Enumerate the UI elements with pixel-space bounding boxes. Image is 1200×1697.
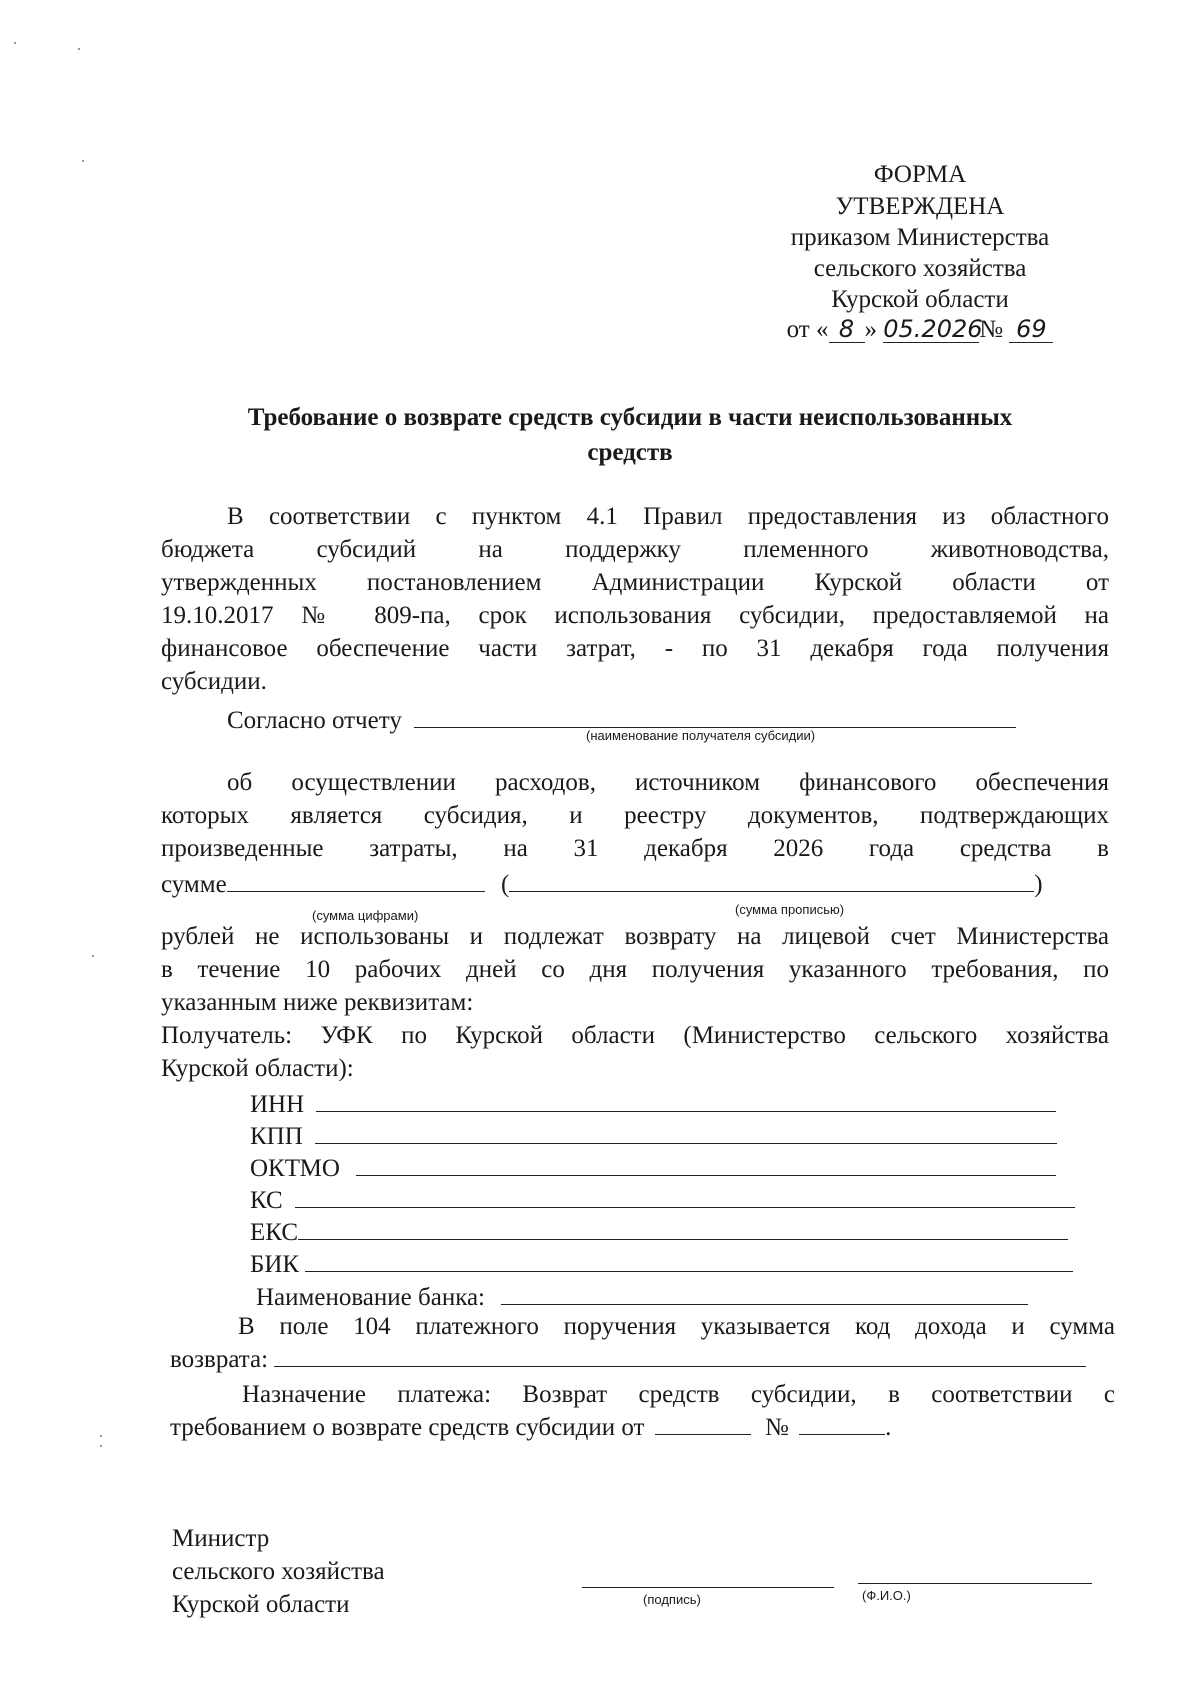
ministry-line: сельского хозяйства <box>813 255 1027 282</box>
document-title: Требование о возврате средств субсидии в части неиспользованных средств <box>247 404 1013 466</box>
sum-line: сумме ( ) <box>161 871 1043 898</box>
request-number-field[interactable] <box>799 1433 885 1435</box>
kpp-row: КПП <box>250 1122 1057 1152</box>
order-date-line: от « 8 » 05.2026№ 69 <box>720 315 1120 345</box>
bik-row: БИК <box>250 1250 1073 1280</box>
full-name-caption: (Ф.И.О.) <box>862 1588 911 1603</box>
return-amount-field[interactable] <box>274 1365 1086 1367</box>
scan-speck <box>100 1445 102 1447</box>
scan-speck <box>100 1435 102 1437</box>
scan-speck <box>92 955 94 957</box>
sum-words-caption: (сумма прописью) <box>735 902 845 917</box>
region-line: Курской области <box>831 286 1009 313</box>
kpp-field[interactable] <box>315 1142 1057 1144</box>
ks-row: КС <box>250 1186 1075 1216</box>
field-104-paragraph: В поле 104 платежного поручения указывается код дохода и сумма возврата: <box>170 1313 1115 1373</box>
sum-digits-caption: (сумма цифрами) <box>312 908 419 923</box>
bik-field[interactable] <box>305 1270 1073 1272</box>
oktmo-row: ОКТМО <box>250 1154 1056 1184</box>
approved-label: УТВЕРЖДЕНА <box>835 193 1005 220</box>
inn-field[interactable] <box>316 1110 1056 1112</box>
signature-caption: (подпись) <box>643 1592 701 1607</box>
scan-speck <box>14 42 16 44</box>
payment-purpose: Назначение платежа: Возврат средств субсидии, в соответствии с требованием о возврате средств субсидии от № . <box>170 1381 1115 1441</box>
order-line: приказом Министерства <box>790 224 1050 251</box>
scan-speck <box>78 48 80 50</box>
order-date-handwritten: 05.2026 <box>883 315 983 343</box>
bank-row: Наименование банка: <box>256 1283 1028 1313</box>
paragraph-expenses: об осуществлении расходов, источником финансового обеспечения которых является субсидия, и реестру документов, подтверждающих произведенные затраты, на 31 декабря 2026 года средства в <box>161 769 1109 862</box>
bank-name-field[interactable] <box>501 1303 1028 1305</box>
sum-digits-field[interactable] <box>227 890 485 892</box>
ks-field[interactable] <box>295 1206 1075 1208</box>
inn-row: ИНН <box>250 1090 1056 1120</box>
eks-row: ЕКС <box>250 1218 1068 1248</box>
scan-speck <box>82 160 84 162</box>
eks-field[interactable] <box>298 1238 1068 1240</box>
recipient-caption: (наименование получателя субсидии) <box>586 728 816 743</box>
report-line: Согласно отчету <box>227 704 1127 737</box>
oktmo-field[interactable] <box>356 1174 1056 1176</box>
order-day-handwritten: 8 <box>829 316 865 343</box>
order-number-handwritten: 69 <box>1009 316 1053 343</box>
form-label: ФОРМА <box>873 161 967 188</box>
request-date-field[interactable] <box>655 1433 751 1435</box>
signature-field[interactable] <box>582 1586 834 1588</box>
signatory-block: Министр сельского хозяйства Курской области <box>172 1525 385 1618</box>
sum-words-field[interactable] <box>509 890 1034 892</box>
paragraph-rules: В соответствии с пунктом 4.1 Правил предоставления из областного бюджета субсидий на поддержку племенного животноводства, утвержденных постановлением Администрации Курской области от 19.10.2017 № 809-па, срок использования субсидии, предоставляемой на финансовое обеспечение части затрат, - по 31 декабря года получения субсидии. <box>161 503 1109 695</box>
paragraph-return: рублей не использованы и подлежат возврату на лицевой счет Министерства в течение 10 рабочих дней со дня получения указанного требования, по указанным ниже реквизитам: Получатель: УФК по Курской области (Министерство сельского хозяйства Курской области): <box>161 923 1109 1082</box>
full-name-field[interactable] <box>858 1582 1092 1584</box>
